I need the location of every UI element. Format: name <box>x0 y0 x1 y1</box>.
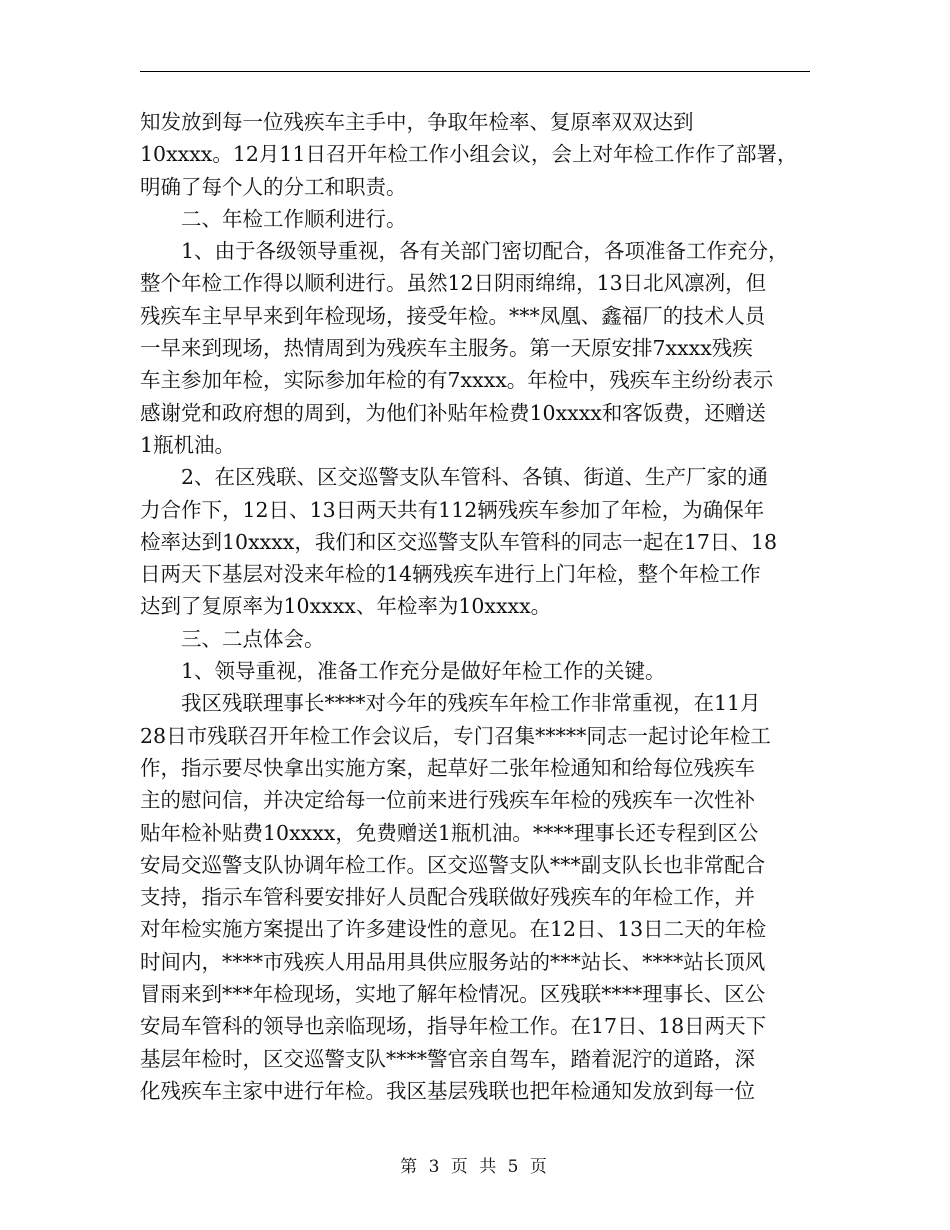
text-line: 感谢党和政府想的周到，为他们补贴年检费10xxxx和客饭费，还赠送 <box>140 400 766 425</box>
text-line: 安局交巡警支队协调年检工作。区交巡警支队***副支队长也非常配合 <box>140 852 766 877</box>
text-line: 对年检实施方案提出了许多建设性的意见。在12日、13日二天的年检 <box>140 917 767 942</box>
text-line: 一早来到现场，热情周到为残疾车主服务。第一天原安排7xxxx残疾 <box>140 336 753 361</box>
text-line: 二、年检工作顺利进行。 <box>181 206 407 231</box>
text-line: 28日市残联召开年检工作会议后，专门召集*****同志一起讨论年检工 <box>140 723 771 748</box>
text-line: 化残疾车主家中进行年检。我区基层残联也把年检通知发放到每一位 <box>140 1078 755 1103</box>
text-line: 安局车管科的领导也亲临现场，指导年检工作。在17日、18日两天下 <box>140 1014 767 1039</box>
document-body <box>140 106 812 1107</box>
text-line: 主的慰问信，并决定给每一位前来进行残疾车年检的残疾车一次性补 <box>140 788 755 813</box>
text-line: 残疾车主早早来到年检现场，接受年检。***凤凰、鑫福厂的技术人员 <box>140 303 766 328</box>
text-line: 明确了每个人的分工和职责。 <box>140 174 407 199</box>
text-line: 10xxxx。12月11日召开年检工作小组会议，会上对年检工作作了部署， <box>140 142 798 167</box>
text-line: 贴年检补贴费10xxxx，免费赠送1瓶机油。****理事长还专程到区公 <box>140 820 759 845</box>
text-line: 三、二点体会。 <box>181 626 325 651</box>
text-line: 1、由于各级领导重视，各有关部门密切配合，各项准备工作充分， <box>181 239 789 264</box>
text-line: 我区残联理事长****对今年的残疾车年检工作非常重视，在11月 <box>181 691 761 716</box>
text-line: 检率达到10xxxx，我们和区交巡警支队车管科的同志一起在17日、18 <box>140 529 777 554</box>
text-line: 力合作下，12日、13日两天共有112辆残疾车参加了年检，为确保年 <box>140 497 765 522</box>
text-line: 达到了复原率为10xxxx、年检率为10xxxx。 <box>140 594 552 619</box>
text-line: 支持，指示车管科要安排好人员配合残联做好残疾车的年检工作，并 <box>140 885 755 910</box>
text-line: 日两天下基层对没来年检的14辆残疾车进行上门年检，整个年检工作 <box>140 562 761 587</box>
header-rule <box>140 71 810 72</box>
text-line: 基层年检时，区交巡警支队****警官亲自驾车，踏着泥泞的道路，深 <box>140 1046 755 1071</box>
text-line: 整个年检工作得以顺利进行。虽然12日阴雨绵绵，13日北风凛冽，但 <box>140 271 767 296</box>
text-line: 作，指示要尽快拿出实施方案，起草好二张年检通知和给每位残疾车 <box>140 755 755 780</box>
text-line: 2、在区残联、区交巡警支队车管科、各镇、街道、生产厂家的通 <box>181 465 769 490</box>
page-number: 第 3 页 共 5 页 <box>400 1157 550 1177</box>
text-line: 1、领导重视，准备工作充分是做好年检工作的关键。 <box>181 659 666 684</box>
text-line: 知发放到每一位残疾车主手中，争取年检率、复原率双双达到 <box>140 110 694 134</box>
text-line: 冒雨来到***年检现场，实地了解年检情况。区残联****理事长、区公 <box>140 982 766 1007</box>
text-line: 车主参加年检，实际参加年检的有7xxxx。年检中，残疾车主纷纷表示 <box>140 368 774 393</box>
text-line: 时间内，****市残疾人用品用具供应服务站的***站长、****站长顶风 <box>140 949 766 974</box>
text-line: 1瓶机油。 <box>140 432 236 457</box>
